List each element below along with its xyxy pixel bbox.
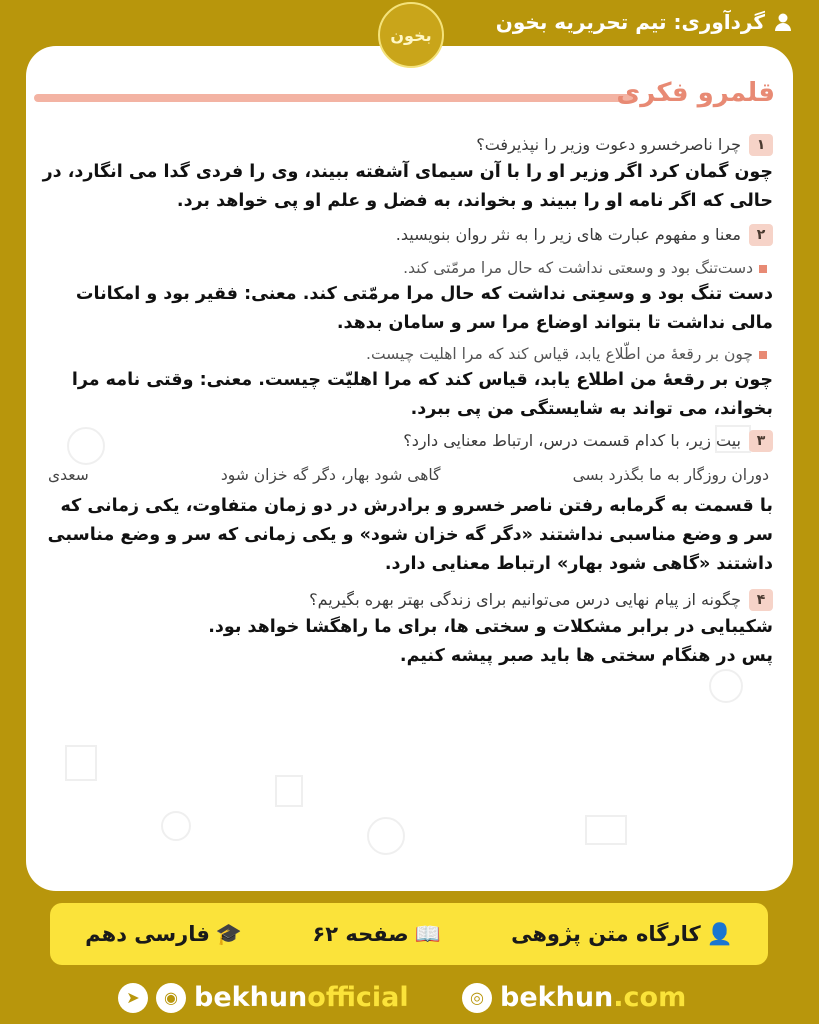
handle-prefix: bekhun [194, 982, 308, 1013]
question-text: چگونه از پیام نهایی درس می‌توانیم برای زندگی بهتر بهره بگیریم؟ [309, 590, 741, 609]
question-text: بیت زیر، با کدام قسمت درس، ارتباط معنایی دارد؟ [403, 431, 741, 450]
answer-text: دست تنگ بود و وسعِتی نداشت که حال مرا مرمّتی کند. معنی: فقیر بود و امکانات مالی نداشت تا بتواند اوضاع مرا سر و سامان بدهد. [75, 284, 773, 333]
brand-logo [378, 2, 444, 68]
question-text: معنا و مفهوم عبارت های زیر را به نثر روان بنویسید. [395, 225, 741, 244]
content-card [26, 46, 793, 891]
site-suffix: .com [613, 982, 687, 1013]
question-number: ۴ [749, 589, 773, 611]
website-link[interactable] [462, 982, 686, 1013]
credit-text: گردآوری: تیم تحریریه بخون [495, 10, 765, 34]
verse-poet: سعدی [48, 466, 89, 484]
globe-icon: ◎ [462, 983, 492, 1013]
verse-hemistich-1: دوران روزگار به ما بگذرد بسی [572, 466, 769, 484]
question-block-1 [40, 132, 773, 216]
telegram-icon[interactable]: ➤ [118, 983, 148, 1013]
logo-text: بخون [390, 25, 432, 45]
footer [0, 978, 819, 1024]
verse [48, 462, 769, 488]
phrase-text: چون بر رقعهٔ من اطّلاع یابد، قیاس کند که مرا اهلیت چیست. [366, 345, 753, 363]
section-underline [34, 94, 634, 102]
answer-text: شکیبایی در برابر مشکلات و سختی ها، برای ما راهگشا خواهد بود. پس در هنگام سختی ها باید صبر پیشه کنیم. [208, 617, 773, 666]
site-prefix: bekhun [500, 982, 614, 1013]
bullet-square [759, 351, 767, 359]
question-block-2 [40, 222, 773, 424]
social-handle[interactable] [118, 982, 409, 1013]
verse-hemistich-2: گاهی شود بهار، دگر گه خزان شود [220, 466, 441, 484]
question-text: چرا ناصرخسرو دعوت وزیر را نپذیرفت؟ [476, 135, 741, 154]
question-number: ۲ [749, 224, 773, 246]
reader-icon: 👤 [706, 921, 733, 946]
workshop-label [511, 922, 733, 947]
user-icon [773, 12, 793, 32]
answer-text: چون بر رقعهٔ من اطلاع یابد، قیاس کند که مرا اهلیّت چیست. معنی: وقتی نامه مرا بخواند، می تواند به شایستگی من پی ببرد. [71, 370, 773, 419]
question-number: ۳ [749, 430, 773, 452]
subject-text: فارسی دهم [85, 922, 210, 946]
page-label [312, 922, 440, 947]
answer-text: با قسمت به گرمابه رفتن ناصر خسرو و برادرش در دو زمان متفاوت، یکی زمانی که سر و وضع مناسبی نداشتند «دگر گه خزان شود» و یکی زمانی که سر و وضع مناسبی داشتند «گاهی شود بهار» ارتباط معنایی دارد. [47, 496, 773, 574]
phrase-text: دست‌تنگ بود و وسعتی نداشت که حال مرا مرمّتی کند. [403, 259, 753, 277]
question-block-3 [40, 428, 773, 579]
questions-container [40, 132, 773, 671]
credit-line [496, 10, 793, 34]
handle-suffix: official [307, 982, 409, 1013]
bottom-info-bar [50, 903, 768, 965]
subject-label [85, 922, 242, 947]
section-title: قلمرو فکری [616, 78, 775, 108]
book-icon: 📖 [414, 921, 441, 946]
workshop-text: کارگاه متن پژوهی [511, 922, 701, 946]
instagram-icon[interactable]: ◉ [156, 983, 186, 1013]
question-number: ۱ [749, 134, 773, 156]
question-block-4 [40, 587, 773, 671]
graduation-cap-icon: 🎓 [215, 921, 243, 946]
page-text: صفحه ۶۲ [312, 922, 409, 946]
answer-text: چون گمان کرد اگر وزیر او را با آن سیمای آشفته ببیند، وی را فردی گدا می انگارد، در حالی که اگر نامه او را ببیند و بخواند، به فضل و علم او پی خواهد برد. [42, 162, 773, 211]
bullet-square [759, 265, 767, 273]
